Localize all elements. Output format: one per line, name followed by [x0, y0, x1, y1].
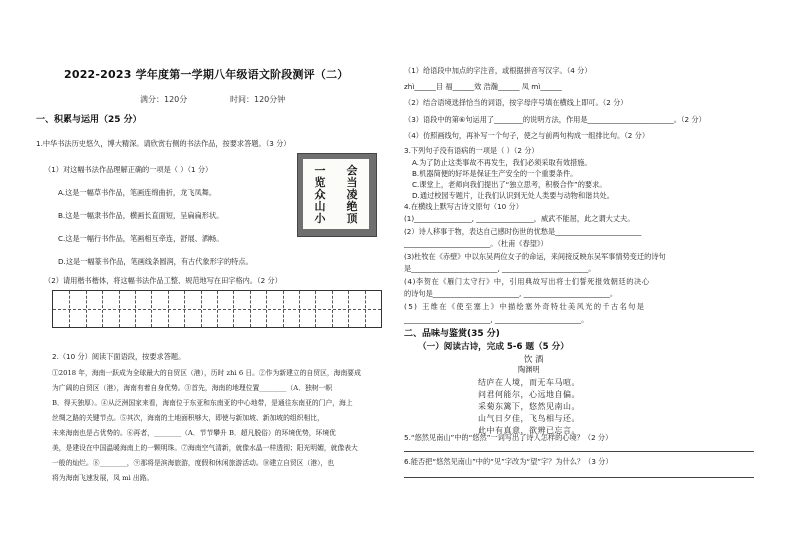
passage-line: B．得天独厚）。④从泛洲国家来看，海南位于东亚和东南亚的中心地带，是通往东南亚的门户，海上 — [52, 399, 353, 407]
grid-divider — [348, 291, 349, 327]
part2-subheading: （一）阅读古诗，完成 5-6 题（5 分） — [418, 342, 569, 352]
passage-line: 丝绸之路的关键节点。⑤其次，海南的土地面积够大，即使与新加坡、新加坡的组织相比， — [52, 414, 324, 422]
poem-line: 此中有真意，欲辨已忘言。 — [478, 426, 580, 435]
q-a2: （2）结合语境选择恰当的词语，按字母序号填在横线上即可。（2 分） — [404, 98, 628, 107]
grid-divider — [283, 291, 284, 327]
poem-line: 结庐在人境，而无车马喧。 — [478, 378, 580, 387]
q6-stem: 6.能否把“悠然见南山”中的“见”字改为“望”字？为什么？（3 分） — [404, 457, 613, 466]
q3-option-b: B.机器简便的好坏是保证生产安全的一个重要条件。 — [412, 169, 578, 178]
page-title: 2022-2023 学年度第一学期八年级语文阶段测评（二） — [64, 68, 349, 81]
q4-item2-cont[interactable]: ________________________。（杜甫《春望》） — [404, 239, 548, 248]
grid-divider — [201, 291, 202, 327]
q4-item4: (4)李贺在《雁门太守行》中，引用典故写出将士们誓死报效朝廷的决心 — [404, 277, 650, 286]
passage-line: 将为海南飞速发展，凤 mì 出路。 — [52, 474, 154, 482]
passage-line: 美，是建设在中国温暖海南上的一颗明珠。⑦海南空气清新，就像水晶一样透彻；阳光明媚，就像表大 — [52, 444, 358, 452]
full-score: 满分：120分 — [140, 95, 188, 104]
grid-divider — [332, 291, 333, 327]
q1-option-b: B.这是一幅隶书作品，横画长直面短，呈扁扁形状。 — [58, 211, 224, 220]
q2-intro: 2.（10 分）阅读下面语段，按要求答题。 — [52, 352, 186, 361]
calligraphy-column-left: 一览众山小 — [314, 164, 326, 225]
grid-divider — [266, 291, 267, 327]
part1-heading: 一、积累与运用（25 分） — [36, 115, 142, 125]
exam-time: 时间：120分钟 — [230, 95, 286, 104]
q4-item1[interactable]: (1)________________, ________________，威武不能屈，此之谓大丈夫。 — [404, 214, 635, 223]
calligraphy-column-right: 会当凌绝顶 — [346, 164, 358, 225]
q4-item5-cont[interactable]: ________________________, ________________________。 — [404, 315, 589, 324]
q1-option-a: A.这是一幅草书作品，笔画连绵曲折，龙飞凤舞。 — [58, 188, 217, 197]
poem-line: 采菊东篱下，悠然见南山。 — [478, 402, 580, 411]
q4-item3-cont[interactable]: 是________________________, ________________________。 — [404, 264, 596, 273]
passage-line: 一般的灿烂。⑧________，⑨那将是滨海旅游，度假和休闲旅游活动。⑩建立自贸区（港），也 — [52, 459, 335, 467]
q3-option-a: A.为了防止这类事故不再发生，我们必须采取有效措施。 — [412, 158, 592, 167]
q1-sub1: （1）对这幅书法作品理解正确的一项是（ ）（1 分） — [44, 165, 213, 174]
grid-divider — [233, 291, 234, 327]
poem-title: 饮 酒 — [524, 354, 544, 364]
q4-item4-cont[interactable]: 的诗句是________________________, ________________________。 — [404, 289, 618, 298]
q1-option-d: D.这是一幅篆书作品，笔画线条圆润，有古代象形字的特点。 — [58, 257, 253, 266]
grid-divider — [365, 291, 366, 327]
writing-grid[interactable] — [52, 290, 382, 328]
passage-line: ①2018 年，海南一跃成为全球最大的自贸区（港），历时 zhì 6 日。②作为新建立的自贸区，海南要成 — [52, 369, 361, 377]
q1-option-c: C.这是一幅行书作品，笔画相互牵连，舒展、洒畅。 — [58, 234, 224, 243]
grid-divider — [184, 291, 185, 327]
q3-stem: 3.下列句子没有语病的一项是（ ）（2 分） — [404, 146, 539, 155]
poem-line: 山气日夕佳，飞鸟相与还。 — [478, 414, 580, 423]
grid-divider — [102, 291, 103, 327]
q4-item5: (5) 王维在《使至塞上》中描绘塞外奇特壮美风光的千古名句是 — [404, 302, 646, 311]
q4-item3: (3)杜牧在《赤壁》中以东吴两位女子的命运，来间接反映东吴军事情势变迁的诗句 — [404, 252, 666, 261]
grid-divider — [135, 291, 136, 327]
q1-sub2: （2）请用楷书楷体，将这幅书法作品工整、规范地写在田字格内。（2 分） — [44, 276, 282, 285]
grid-divider — [119, 291, 120, 327]
part2-heading: 二、品味与鉴赏(35 分) — [404, 329, 500, 339]
q4-stem: 4.在横线上默写古诗文原句（10 分） — [404, 202, 523, 211]
grid-divider — [299, 291, 300, 327]
grid-divider — [217, 291, 218, 327]
q-a4: （4）仿照画线句，再补写一个句子，使之与前两句构成一组排比句。（2 分） — [404, 131, 650, 140]
grid-divider — [315, 291, 316, 327]
q-a1-blanks[interactable]: zhì______目 福______效 浩瀚______ 凤 mì______ — [404, 82, 562, 91]
grid-divider — [151, 291, 152, 327]
q-a1: （1）给语段中加点的字注音，或根据拼音写汉字。（4 分） — [404, 66, 592, 75]
poem-author: 陶渊明 — [518, 365, 540, 374]
grid-divider — [250, 291, 251, 327]
q5-answer-line[interactable] — [404, 451, 754, 452]
passage-line: 未来海南也是占优势的。⑥再者，________（A．节节攀升 B．超凡脱俗）的环境优势，环境优 — [52, 429, 336, 437]
q3-option-d: D.通过校园专题片，让我们认识到无处人类要与动物和谐共处。 — [412, 191, 614, 200]
grid-divider — [86, 291, 87, 327]
q3-option-c: C.课堂上，老师向我们提出了“独立思考，积极合作”的要求。 — [412, 180, 607, 189]
grid-divider — [168, 291, 169, 327]
q-a3: （3）语段中的第⑥句运用了________的说明方法，作用是________________________。（2 分） — [404, 115, 706, 124]
q5-stem: 5.“悠然见南山”中的“悠然”一词写出了诗人怎样的心境？（2 分） — [404, 433, 613, 442]
q4-item2[interactable]: (2）诗人移事于物，表达自己感时伤世的忧愁是________________________ — [404, 227, 642, 236]
grid-divider — [69, 291, 70, 327]
passage-line: 为广阔的自贸区（港），海南有着自身优势。③首先，海南的地理位置________（A．独树一帜 — [52, 384, 333, 392]
poem-line: 问君何能尔，心远地自偏。 — [478, 390, 580, 399]
q6-answer-line[interactable] — [404, 477, 754, 478]
q1-intro: 1.中华书法历史悠久，博大精深。请欣赏右侧的书法作品，按要求答题。（3 分） — [36, 139, 291, 148]
calligraphy-artwork — [297, 153, 377, 237]
